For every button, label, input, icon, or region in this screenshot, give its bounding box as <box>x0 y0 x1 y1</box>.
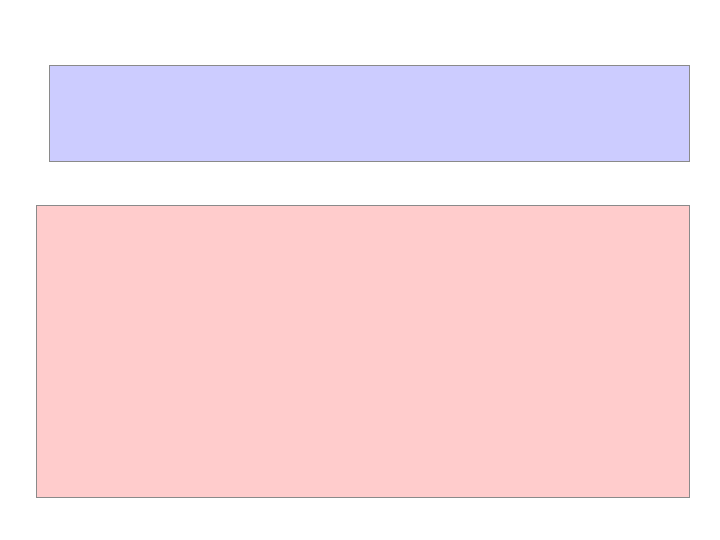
bottom-text-box <box>36 205 690 498</box>
top-text-box <box>49 65 690 162</box>
